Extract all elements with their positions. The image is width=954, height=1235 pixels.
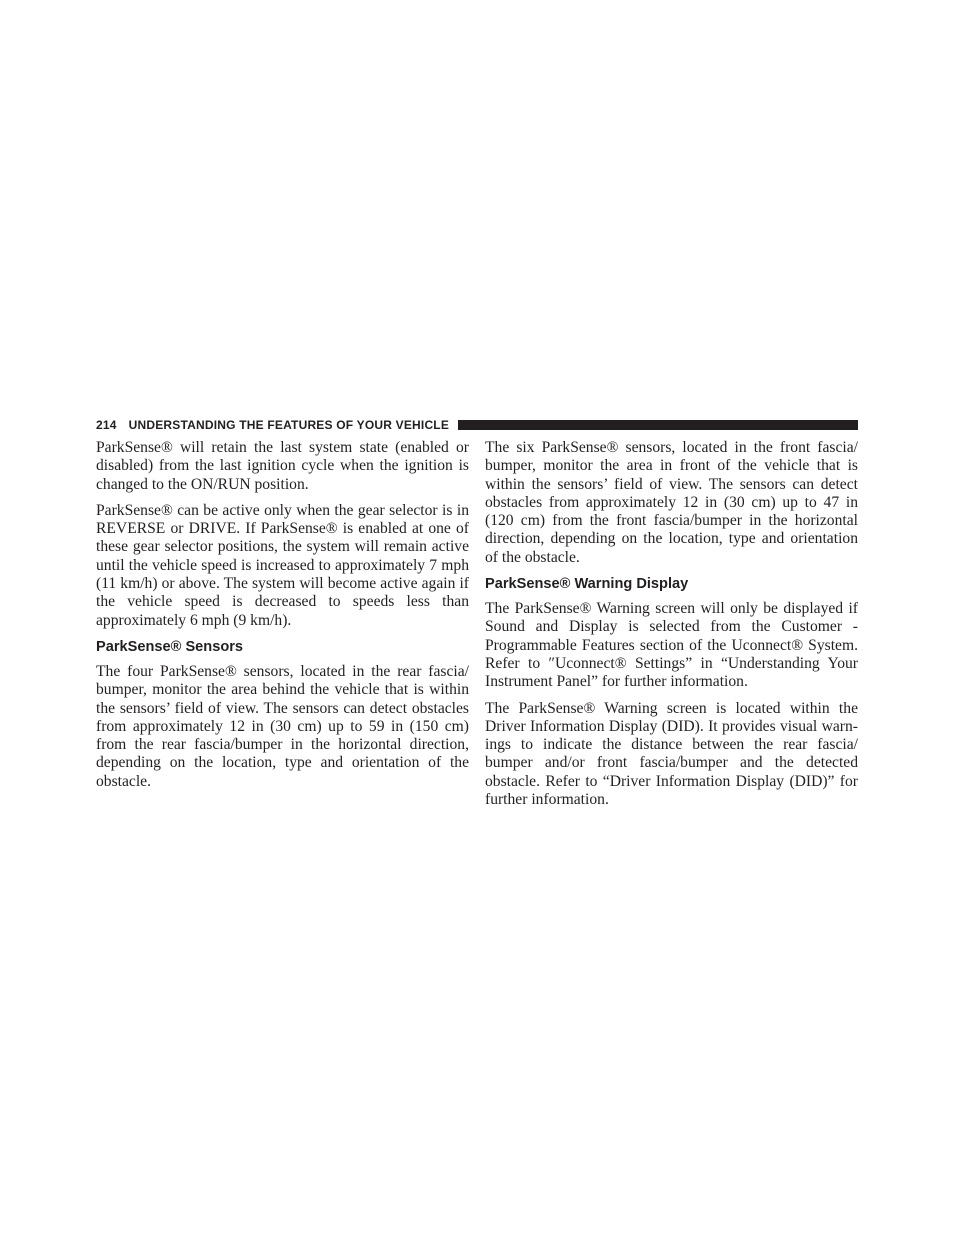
page-header [96,416,858,434]
left-column [96,439,469,799]
right-column [485,439,858,817]
paragraph-front-sensors: The six ParkSense® sensors, located in the front fascia/ bumper, monitor the area in front of the vehicle that is within the sensors’ field of view. The sensors can detect obstacles from approximately 12 in (30 cm) up to 47 in (120 cm) from the front fascia/bumper in the horizontal direction, depending on the location, type and orientation of the obstacle. [485,439,858,566]
page-number: 214 [96,418,117,432]
heading-parksense-sensors: ParkSense® Sensors [96,638,244,655]
heading-parksense-warning-display: ParkSense® Warning Display [485,576,689,593]
header-rule [458,420,858,430]
paragraph-warning-screen-did: The ParkSense® Warning screen is located within the Driver Information Display (DID). It provides visual warnings to indicate the distance between the rear fascia/ bumper and/or front fascia/bumper and the detected obstacle. Refer to “Driver Information Display (DID)” for further information. [485,699,858,809]
paragraph-retain-state: ParkSense® will retain the last system state (enabled or disabled) from the last ignition cycle when the ignition is changed to the ON/RUN position. [96,439,469,493]
paragraph-rear-sensors: The four ParkSense® sensors, located in the rear fascia/ bumper, monitor the area behind the vehicle that is within the sensors’ field of view. The sensors can detect obstacles from approximately 12 in (30 cm) up to 59 in (150 cm) from the rear fascia/bumper in the horizontal direction, depending on the location, type and orientation of the obstacle. [96,662,469,790]
section-title: UNDERSTANDING THE FEATURES OF YOUR VEHICLE [128,418,450,432]
paragraph-active-conditions: ParkSense® can be active only when the gear selector is in REVERSE or DRIVE. If ParkSense® is enabled at one of these gear selector positions, the system will remain active until the vehicle speed is increased to approximately 7 mph (11 km/h) or above. The system will become active again if the vehicle speed is decreased to speeds less than approximately 6 mph (9 km/h). [96,501,469,629]
paragraph-warning-screen-settings: The ParkSense® Warning screen will only be displayed if Sound and Display is selected from the Customer - Programmable Features section of the Uconnect® System. Refer to ″Uconnect® Settings” in “Understanding Your Instrument Panel” for further information. [485,600,858,691]
